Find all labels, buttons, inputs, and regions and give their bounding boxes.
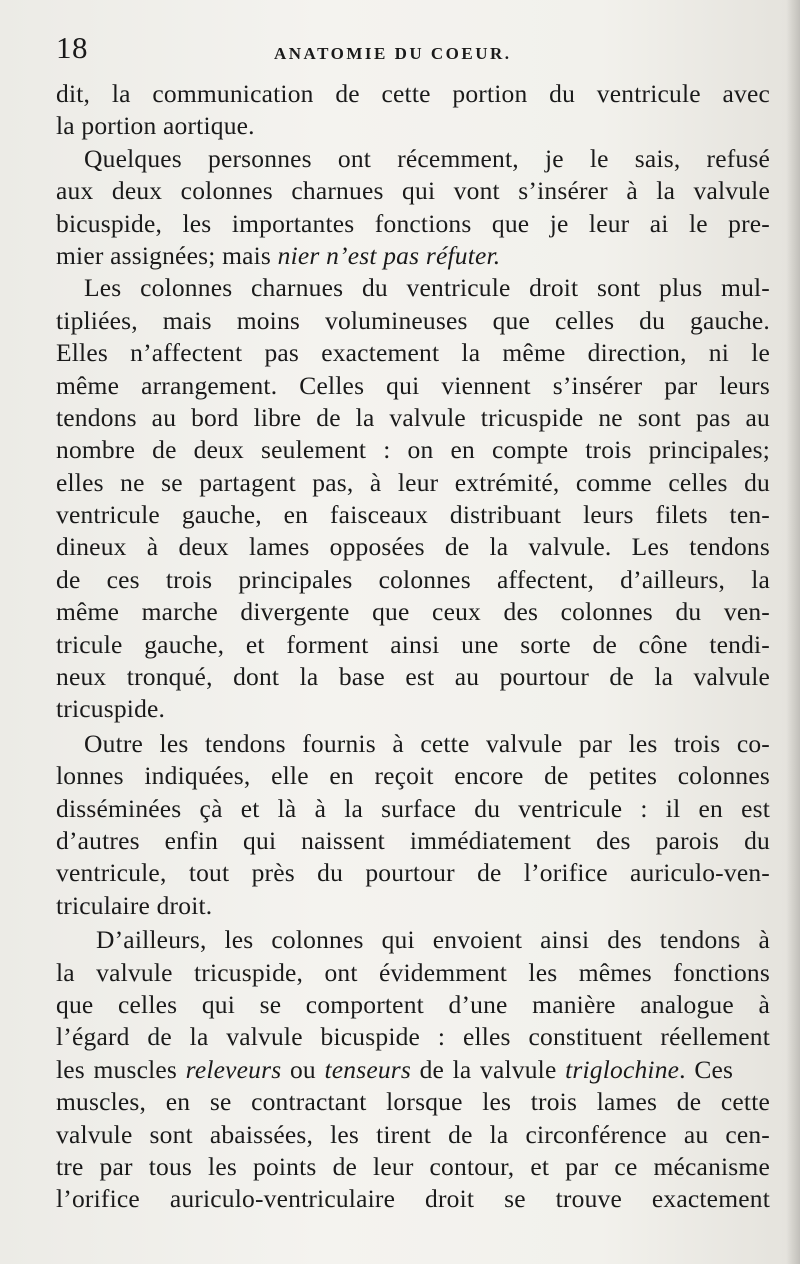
text-line: tendons au bord libre de la valvule tricuspide ne sont pas au <box>56 402 770 432</box>
text-line: tricuspide. <box>56 694 166 724</box>
text-line: tipliées, mais moins volumineuses que celles du gauche. <box>56 305 770 335</box>
running-title: ANATOMIE DU COEUR. <box>274 44 512 63</box>
text-line: même marche divergente que ceux des colonnes du ven- <box>56 597 770 627</box>
text-line: ventricule gauche, en faisceaux distribuant leurs filets ten- <box>56 500 770 530</box>
text-segment: mier assignées; mais <box>56 240 278 270</box>
text-line: muscles, en se contractant lorsque les trois lames de cette <box>56 1087 770 1117</box>
text-line: la valvule tricuspide, ont évidemment les mêmes fonctions <box>56 957 770 987</box>
text-line: bicuspide, les importantes fonctions que je leur ai le pre- <box>56 208 770 238</box>
italic-text: releveurs <box>185 1054 282 1084</box>
text-line: d’autres enfin qui naissent immédiatement des parois du <box>56 825 770 855</box>
text-line: même arrangement. Celles qui viennent s’insérer par leurs <box>56 370 770 400</box>
text-line: Elles n’affectent pas exactement la même direction, ni le <box>56 338 770 368</box>
page-number: 18 <box>56 30 88 65</box>
paragraph-start-line: D’ailleurs, les colonnes qui envoient ainsi des tendons à <box>96 925 770 955</box>
text-segment: de la valvule <box>411 1054 566 1084</box>
paragraph-start-line: Outre les tendons fournis à cette valvule par les trois co- <box>84 728 770 758</box>
paragraph-start-line: Quelques personnes ont récemment, je le sais, refusé <box>84 143 770 173</box>
italic-text: tenseurs <box>324 1054 412 1084</box>
text-line <box>56 1054 770 1086</box>
text-line: dineux à deux lames opposées de la valvule. Les tendons <box>56 532 770 562</box>
text-line: la portion aortique. <box>56 111 255 141</box>
text-line: tricule gauche, et forment ainsi une sorte de cône tendi- <box>56 629 770 659</box>
text-segment: . Ces <box>679 1054 734 1084</box>
text-segment: ou <box>281 1054 325 1084</box>
text-line: nombre de deux seulement : on en compte trois principales; <box>56 435 770 465</box>
italic-text: nier n’est pas réfuter. <box>277 240 501 270</box>
text-line: tre par tous les points de leur contour, et par ce mécanisme <box>56 1151 770 1181</box>
text-line: que celles qui se comportent d’une manière analogue à <box>56 989 770 1019</box>
text-line: elles ne se partagent pas, à leur extrémité, comme celles du <box>56 467 770 497</box>
italic-text: triglochine <box>565 1054 680 1084</box>
text-line: neux tronqué, dont la base est au pourtour de la valvule <box>56 662 770 692</box>
text-line: de ces trois principales colonnes affectent, d’ailleurs, la <box>56 564 770 594</box>
text-segment: les muscles <box>56 1054 186 1084</box>
text-line: valvule sont abaissées, les tirent de la circonférence au cen- <box>56 1119 770 1149</box>
text-line: l’égard de la valvule bicuspide : elles constituent réellement <box>56 1022 770 1052</box>
page-edge-shadow <box>786 0 800 1264</box>
paragraph-start-line: Les colonnes charnues du ventricule droit sont plus mul- <box>84 273 770 303</box>
text-line: ventricule, tout près du pourtour de l’orifice auriculo-ven- <box>56 858 770 888</box>
text-line: l’orifice auriculo-ventriculaire droit se trouve exactement <box>56 1184 770 1214</box>
text-line: dit, la communication de cette portion du ventricule avec <box>56 79 770 108</box>
text-line: lonnes indiquées, elle en reçoit encore de petites colonnes <box>56 761 770 791</box>
text-line: aux deux colonnes charnues qui vont s’insérer à la valvule <box>56 176 770 206</box>
text-line: triculaire droit. <box>56 890 213 920</box>
page-header <box>56 30 756 70</box>
text-line <box>56 240 770 272</box>
text-line: disséminées çà et là à la surface du ventricule : il en est <box>56 793 770 823</box>
body-text <box>56 78 770 1216</box>
